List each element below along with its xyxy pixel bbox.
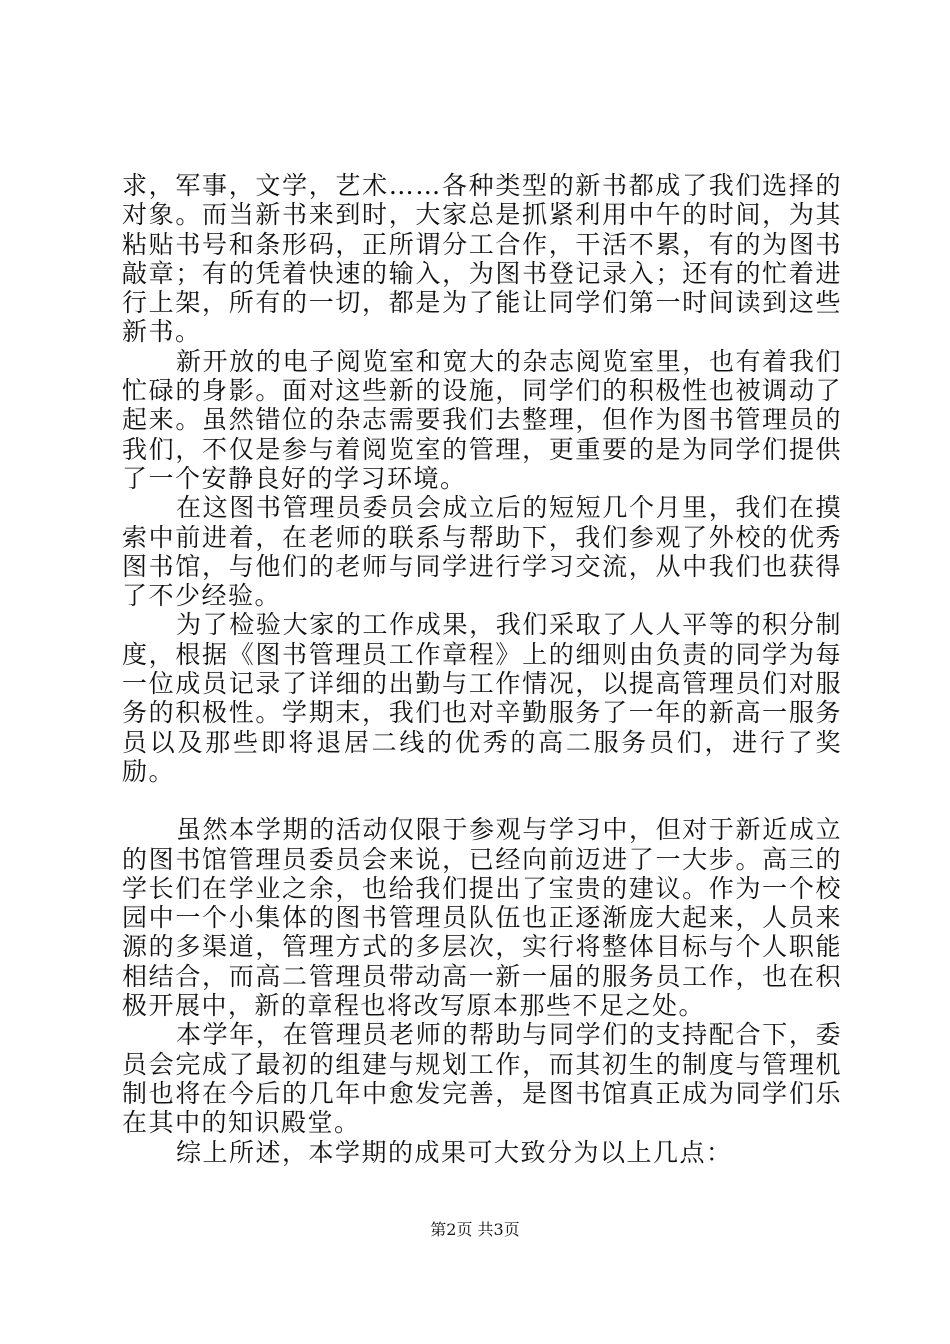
paragraph-school-year: 本学年，在管理员老师的帮助与同学们的支持配合下，委员会完成了最初的组建与规划工作，而其初生的制度与管理机制也将在今后的几年中愈发完善，是图书馆真正成为同学们乐在其中的知识殿堂。	[122, 1020, 842, 1138]
paragraph-progress: 虽然本学期的活动仅限于参观与学习中，但对于新近成立的图书馆管理员委员会来说，已经向前迈进了一大步。高三的学长们在学业之余，也给我们提出了宝贵的建议。作为一个校园中一个小集体的图书管理员队伍也正逐渐庞大起来，人员来源的多渠道，管理方式的多层次，实行将整体目标与个人职能相结合，而高二管理员带动高一新一届的服务员工作，也在积极开展中，新的章程也将改写原本那些不足之处。	[122, 815, 842, 1021]
paragraph-points-system: 为了检验大家的工作成果，我们采取了人人平等的积分制度，根据《图书管理员工作章程》上的细则由负责的同学为每一位成员记录了详细的出勤与工作情况，以提高管理员们对服务的积极性。学期末，我们也对辛勤服务了一年的新高一服务员以及那些即将退居二线的优秀的高二服务员们，进行了奖励。	[122, 610, 842, 786]
paragraph-summary: 综上所述，本学期的成果可大致分为以上几点：	[176, 1137, 733, 1167]
page-footer: 第2页 共3页	[430, 1220, 520, 1239]
paragraph-exploration: 在这图书管理员委员会成立后的短短几个月里，我们在摸索中前进着，在老师的联系与帮助下，我们参观了外校的优秀图书馆，与他们的老师与同学进行学习交流，从中我们也获得了不少经验。	[122, 493, 842, 611]
paragraph-continuation: 求，军事，文学，艺术……各种类型的新书都成了我们选择的对象。而当新书来到时，大家总是抓紧利用中午的时间，为其粘贴书号和条形码，正所谓分工合作，干活不累，有的为图书敲章；有的凭着快速的输入，为图书登记录入；还有的忙着进行上架，所有的一切，都是为了能让同学们第一时间读到这些新书。	[122, 171, 842, 347]
paragraph-reading-rooms: 新开放的电子阅览室和宽大的杂志阅览室里，也有着我们忙碌的身影。面对这些新的设施，同学们的积极性也被调动了起来。虽然错位的杂志需要我们去整理，但作为图书管理员的我们，不仅是参与着阅览室的管理，更重要的是为同学们提供了一个安静良好的学习环境。	[122, 346, 842, 493]
document-body	[122, 171, 842, 1167]
